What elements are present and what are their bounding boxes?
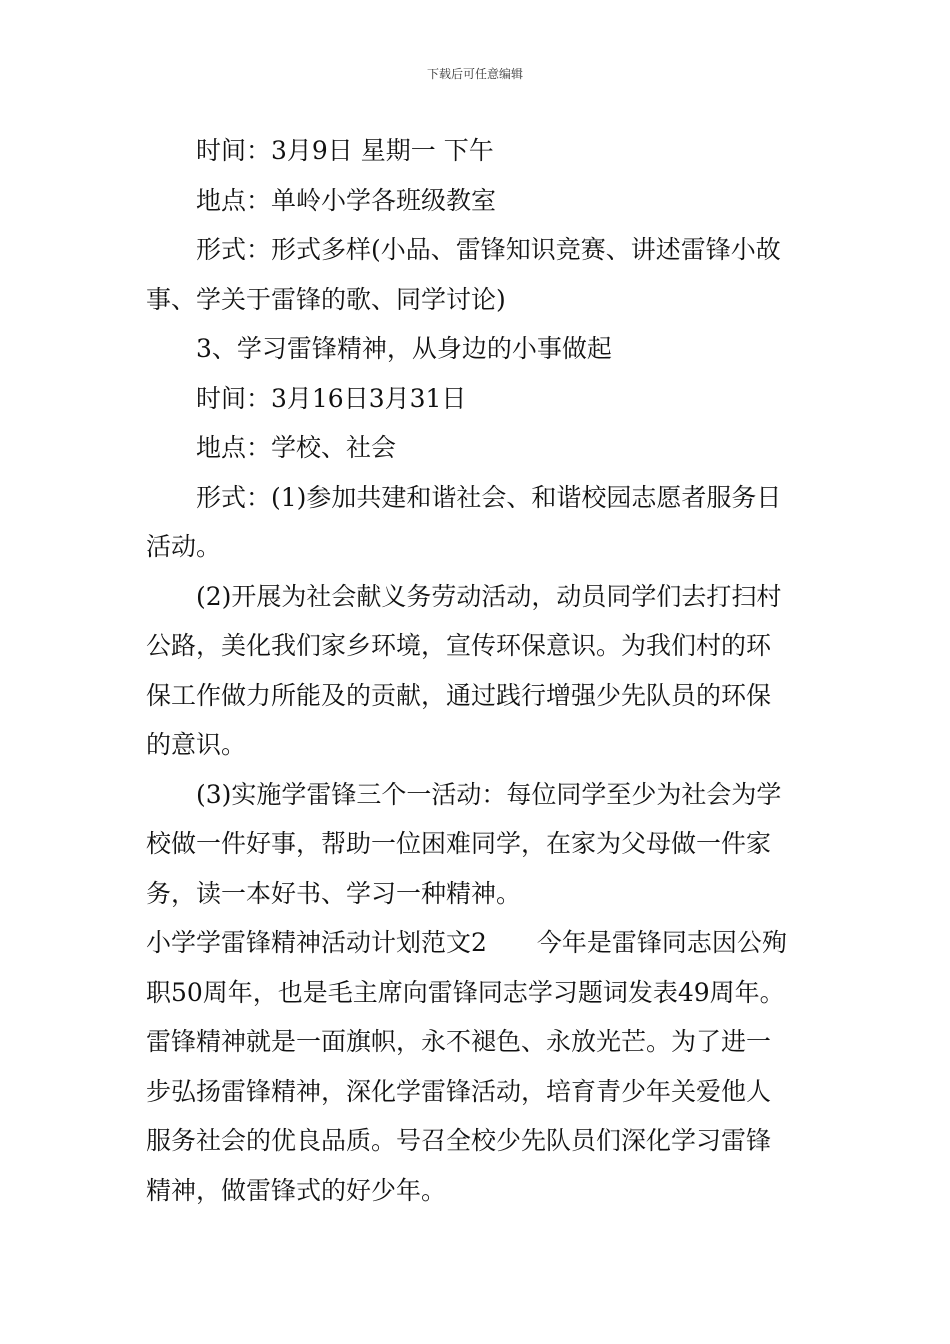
text-line: 活动。 — [146, 532, 222, 561]
text-line: 步弘扬雷锋精神，深化学雷锋活动，培育青少年关爱他人 — [146, 1076, 772, 1106]
text-line: 保工作做力所能及的贡献，通过践行增强少先队员的环保 — [146, 680, 772, 710]
text-line: (2)开展为社会献义务劳动活动，动员同学们去打扫村 — [196, 581, 782, 611]
section-2-first-line — [146, 918, 808, 968]
text-line: (3)实施学雷锋三个一活动：每位同学至少为社会为学 — [196, 779, 782, 809]
section-2-title: 小学学雷锋精神活动计划范文2 — [146, 928, 487, 957]
document-body — [146, 126, 808, 1215]
text-line: 职50周年，也是毛主席向雷锋同志学习题词发表49周年。 — [146, 977, 785, 1007]
text-line: 校做一件好事，帮助一位困难同学，在家为父母做一件家 — [146, 829, 772, 858]
text-line: 的意识。 — [146, 730, 247, 759]
text-line: 时间：3月9日 星期一 下午 — [196, 136, 494, 165]
text-line: 形式：形式多样(小品、雷锋知识竞赛、讲述雷锋小故 — [196, 235, 781, 264]
text-line: 时间：3月16日3月31日 — [196, 383, 467, 413]
text-line: 务，读一本好书、学习一种精神。 — [146, 878, 522, 908]
text-line: 形式：(1)参加共建和谐社会、和谐校园志愿者服务日 — [196, 482, 782, 512]
text-line: 3、学习雷锋精神，从身边的小事做起 — [196, 334, 612, 363]
section-2-first-text: 今年是雷锋同志因公殉 — [536, 928, 787, 957]
text-line: 服务社会的优良品质。号召全校少先队员们深化学习雷锋 — [146, 1126, 772, 1155]
page-header-note: 下载后可任意编辑 — [426, 67, 523, 81]
text-line: 雷锋精神就是一面旗帜，永不褪色、永放光芒。为了进一 — [146, 1027, 772, 1056]
text-line: 精神，做雷锋式的好少年。 — [146, 1175, 447, 1205]
text-line: 事、学关于雷锋的歌、同学讨论) — [146, 284, 506, 314]
text-line: 公路，美化我们家乡环境，宣传环保意识。为我们村的环 — [146, 631, 772, 660]
text-line: 地点：单岭小学各班级教室 — [196, 185, 497, 215]
text-line: 地点：学校、社会 — [196, 433, 397, 462]
